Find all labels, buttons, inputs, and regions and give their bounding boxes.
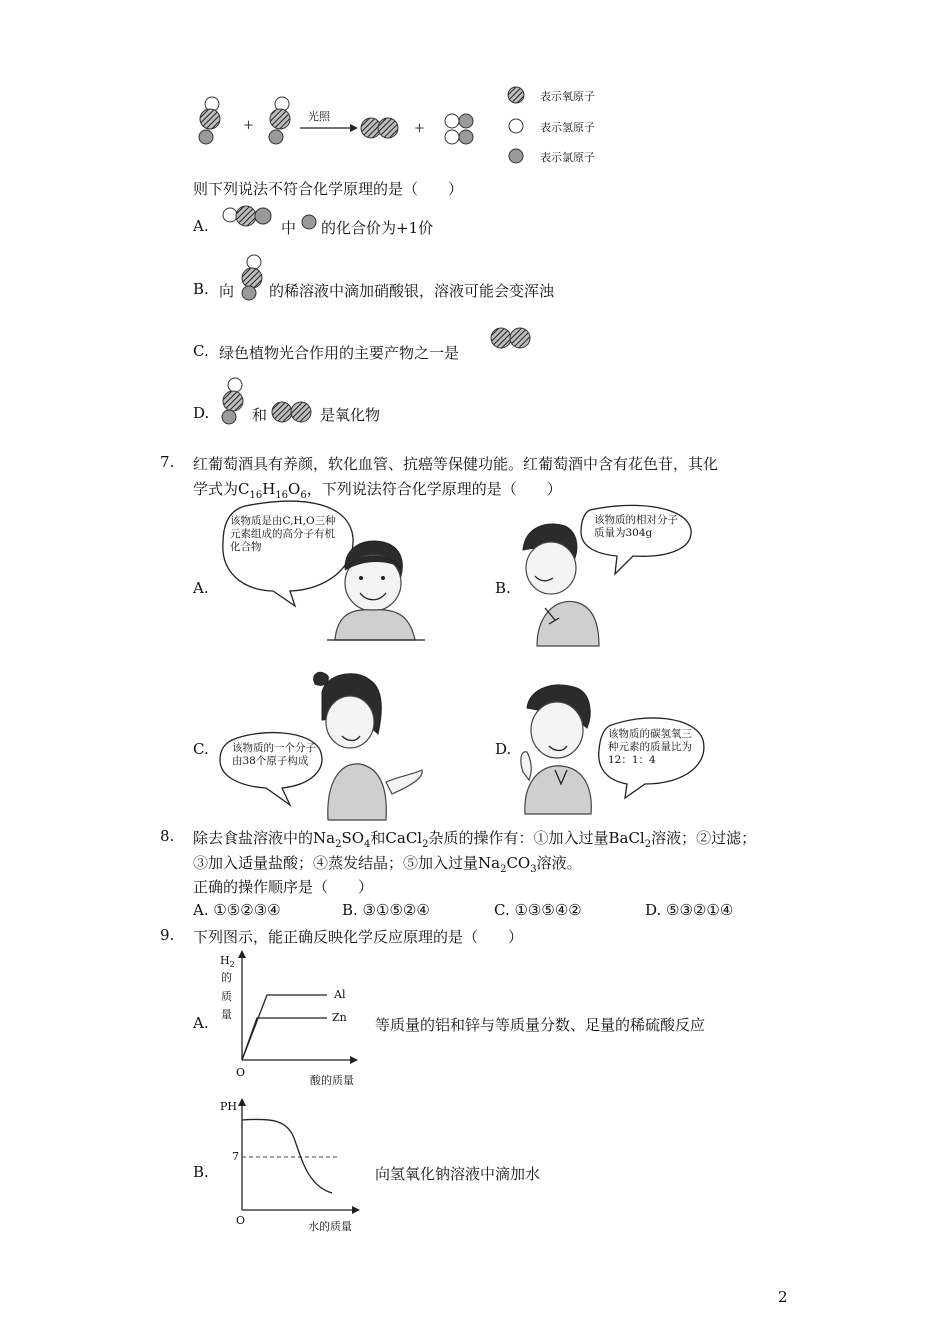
o2-molecule-icon <box>489 326 537 350</box>
chlorine-atom-icon <box>300 213 318 231</box>
hclo-molecule-2 <box>269 97 290 144</box>
page-number: 2 <box>778 1288 788 1306</box>
graph-b-chart <box>232 1098 362 1218</box>
graph-a-ylabel-1: 的 <box>221 971 232 984</box>
q6-option-a-label: A. <box>193 217 209 235</box>
graph-b-tick-7: 7 <box>232 1150 239 1163</box>
q8-choice-c: C. ①③⑤④② <box>494 901 582 919</box>
graph-a-chart <box>232 950 362 1065</box>
q9-number: 9. <box>160 926 175 944</box>
ph-curve <box>242 1119 332 1193</box>
o2-molecule <box>361 118 398 138</box>
legend-chlorine: 表示氯原子 <box>540 151 595 164</box>
q8-line1: 除去食盐溶液中的$Na_2SO_4$和CaCl$_2$杂质的操作有：①加入过量BaCl$_2$溶液；②过滤； <box>193 829 757 850</box>
q6-option-a-post: 的化合价为+1价 <box>321 219 434 237</box>
q6-option-b-label: B. <box>193 280 209 298</box>
q7-option-a-label: A. <box>193 579 209 597</box>
q7-number: 7. <box>160 453 175 471</box>
q7-bubble-a: 该物质是由C,H,O三种元素组成的高分子有机化合物 <box>230 515 336 553</box>
q6-option-d-label: D. <box>193 404 210 422</box>
svg-text:+: + <box>414 121 425 136</box>
q7-line1: 红葡萄酒具有养颜，软化血管、抗癌等保健功能。红葡萄酒中含有花色苷，其化 <box>193 455 719 473</box>
q7-option-b-label: B. <box>495 579 511 597</box>
q6-option-c-label: C. <box>193 342 209 360</box>
zn-line <box>242 1018 327 1060</box>
q6-option-c-text: 绿色植物光合作用的主要产物之一是 <box>219 344 460 362</box>
q8-choice-a: A. ①⑤②③④ <box>193 901 281 919</box>
q9-option-b-desc: 向氢氧化钠溶液中滴加水 <box>375 1165 541 1183</box>
graph-b-origin: O <box>236 1214 246 1227</box>
legend-symbols <box>505 86 535 166</box>
o2-molecule-icon-d <box>270 400 318 424</box>
light-label: 光照 <box>308 110 330 123</box>
q7-bubble-c: 该物质的一个分子由38个原子构成 <box>232 742 316 767</box>
graph-b-ylabel: PH <box>220 1100 237 1113</box>
q7-line2: 学式为$C_{16}H_{16}O_6$，下列说法符合化学原理的是（ ） <box>193 480 562 501</box>
hcl-molecules <box>445 114 473 144</box>
q8-choice-b: B. ③①⑤②④ <box>342 901 430 919</box>
q9-stem: 下列图示，能正确反映化学反应原理的是（ ） <box>193 928 524 946</box>
q9-option-b-label: B. <box>193 1163 209 1181</box>
q7-bubble-d: 该物质的碳氢氧三种元素的质量比为12：1：4 <box>608 728 692 766</box>
q6-stem: 则下列说法不符合化学原理的是（ ） <box>193 180 464 198</box>
graph-a-ylabel-2: 质 <box>221 990 232 1003</box>
q8-choice-d: D. ⑤③②①④ <box>645 901 734 919</box>
graph-a-al-label: Al <box>334 988 346 1001</box>
q7-bubble-b: 该物质的相对分子质量为304g <box>594 514 678 539</box>
q6-option-b-pre: 向 <box>219 282 235 300</box>
legend-oxygen: 表示氧原子 <box>540 90 595 103</box>
reaction-diagram <box>190 82 490 162</box>
hclo-molecule-1 <box>199 97 220 144</box>
graph-a-ylabel-3: 量 <box>221 1008 232 1021</box>
al-line <box>242 995 327 1060</box>
svg-text:+: + <box>243 118 254 133</box>
graph-a-ylabel-h: $H_2$ <box>220 954 235 970</box>
graph-a-origin: O <box>236 1066 246 1079</box>
q8-number: 8. <box>160 827 175 845</box>
q9-option-a-label: A. <box>193 1014 209 1032</box>
q6-option-d-post: 是氧化物 <box>320 406 381 424</box>
hcl-vertical-icon <box>238 252 266 302</box>
q6-option-d-mid: 和 <box>252 406 268 424</box>
q9-option-a-desc: 等质量的铝和锌与等质量分数、足量的稀硫酸反应 <box>375 1016 706 1034</box>
hclo-horizontal-icon <box>222 205 278 227</box>
q6-option-a-pre: 中 <box>281 219 297 237</box>
graph-a-zn-label: Zn <box>332 1011 347 1024</box>
q8-line2: ③加入适量盐酸；④蒸发结晶；⑤加入过量$Na_2CO_3$溶液。 <box>193 854 582 875</box>
graph-b-xlabel: 水的质量 <box>308 1220 352 1233</box>
q6-option-b-post: 的稀溶液中滴加硝酸银，溶液可能会变浑浊 <box>269 282 555 300</box>
q8-line3: 正确的操作顺序是（ ） <box>193 878 374 896</box>
q7-option-d-label: D. <box>495 740 512 758</box>
hclo-vertical-icon <box>218 376 248 426</box>
q7-option-c-label: C. <box>193 740 209 758</box>
legend-hydrogen: 表示氢原子 <box>540 121 595 134</box>
graph-a-xlabel: 酸的质量 <box>310 1074 354 1087</box>
